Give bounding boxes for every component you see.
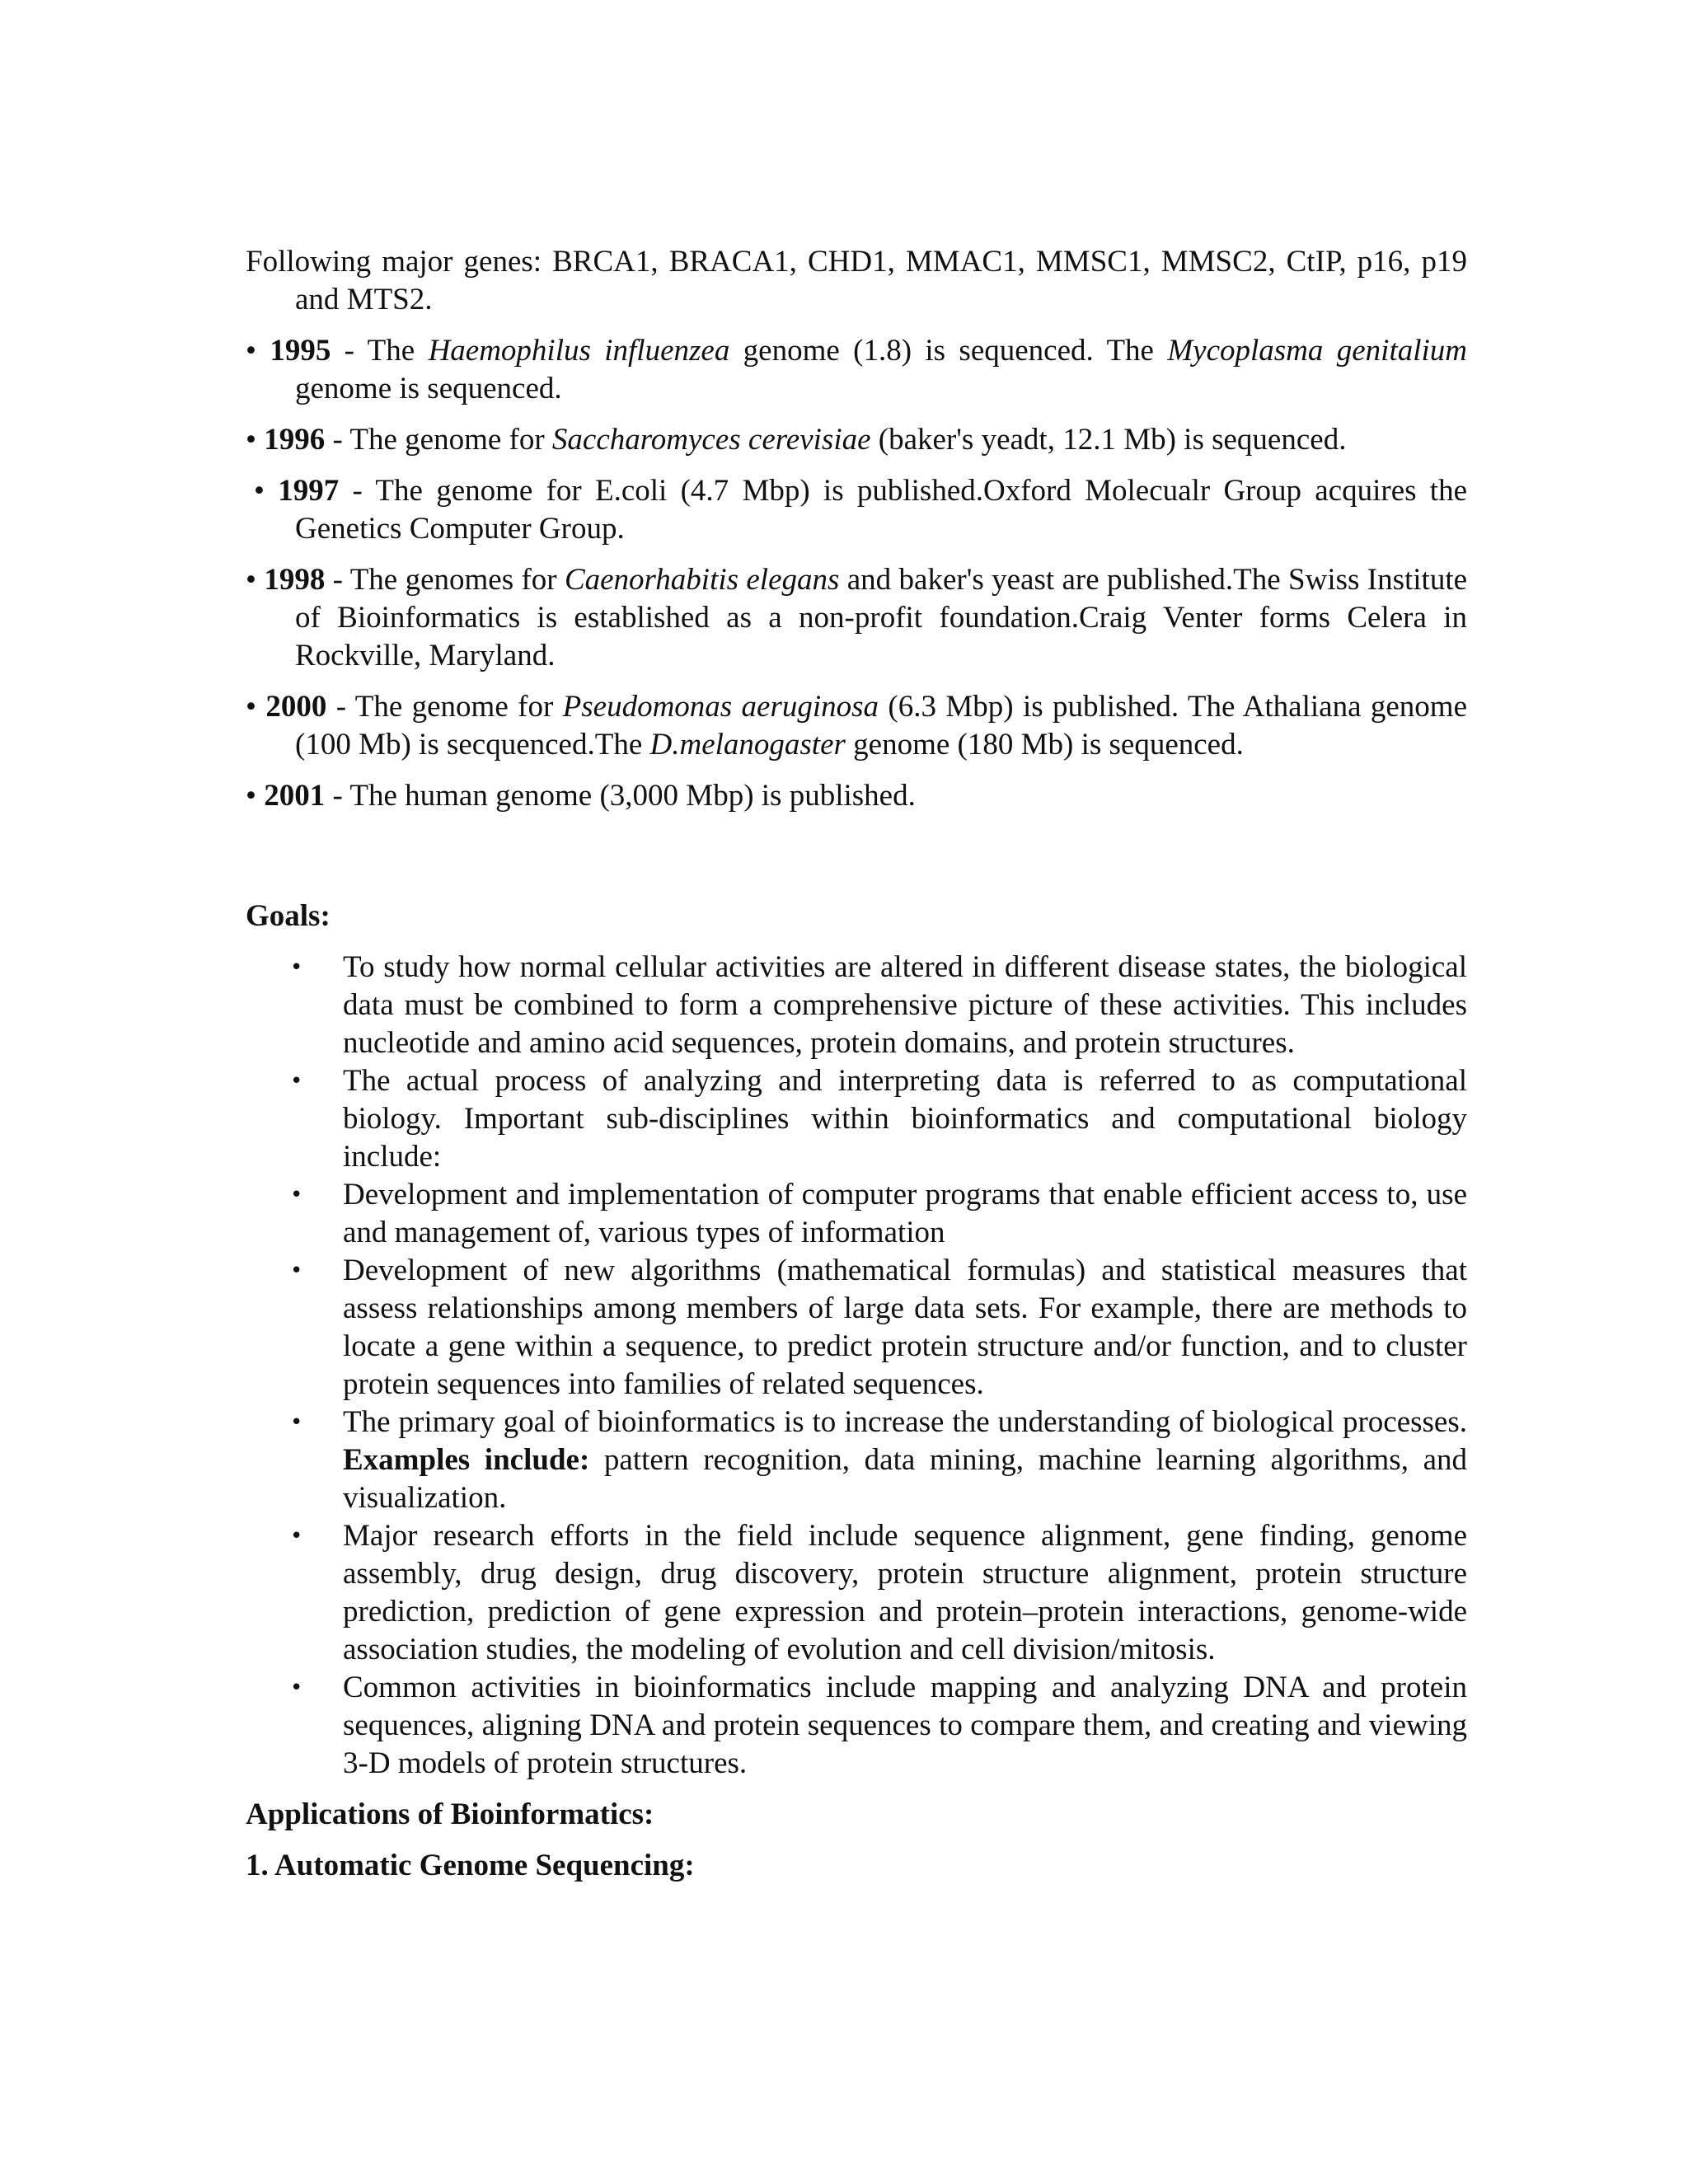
bullet: •	[246, 690, 256, 724]
bullet: •	[290, 1258, 303, 1283]
goal-text: Major research efforts in the field include sequence alignment, gene finding, genome assembly, drug design, drug discovery, protein structure alignment, protein structure prediction, prediction of gene expression and protein–protein interactions, genome-wide association studies, the modeling of evolution and cell division/mitosis.	[343, 1519, 1467, 1666]
goal-text: To study how normal cellular activities are altered in different disease states, the biological data must be combined to form a comprehensive picture of these activities. This includes nucleotide and amino acid sequences, protein domains, and protein structures.	[343, 950, 1467, 1060]
bullet: •	[254, 474, 265, 508]
goals-list-item	[246, 949, 1467, 1062]
bullet: •	[290, 1410, 303, 1435]
timeline-text: - The human genome (3,000 Mbp) is published.	[325, 779, 916, 813]
species-name: Haemophilus influenzea	[428, 334, 730, 368]
goals-list-item	[246, 1062, 1467, 1176]
goals-list-item	[246, 1252, 1467, 1404]
timeline-text: - The genome for E.coli (4.7 Mbp) is published.Oxford Molecualr Group acquires the Genetics Computer Group.	[295, 474, 1467, 546]
goal-text: The primary goal of bioinformatics is to increase the understanding of biological processes.	[343, 1405, 1467, 1439]
timeline-text: - The	[331, 334, 429, 368]
timeline-text: genome is sequenced.	[295, 372, 562, 405]
timeline-year: 1996	[264, 423, 326, 457]
goal-emphasis: Examples include:	[343, 1443, 590, 1477]
timeline-item-1996	[246, 421, 1467, 459]
timeline-text: genome (180 Mb) is sequenced.	[845, 728, 1244, 762]
document-page	[246, 243, 1467, 1885]
timeline-text: - The genome for	[326, 690, 563, 724]
bullet: •	[246, 423, 256, 457]
goals-list-item	[246, 1404, 1467, 1517]
timeline-text: and baker's yeast are published.The Swiss Institute of Bioinformatics is established as a non-profit foundation.Craig Venter forms Celera in Rockville, Maryland.	[295, 563, 1468, 673]
applications-heading: Applications of Bioinformatics:	[246, 1797, 654, 1831]
timeline-item-2000	[246, 688, 1467, 764]
goal-text: Development and implementation of computer programs that enable efficient access to, use and management of, various types of information	[343, 1178, 1467, 1249]
timeline-year: 1997	[278, 474, 340, 508]
species-name: D.melanogaster	[649, 728, 846, 762]
timeline-year: 2000	[265, 690, 327, 724]
timeline-text: - The genome for	[325, 423, 552, 457]
bullet: •	[290, 1675, 303, 1700]
timeline-year: 2001	[264, 779, 326, 813]
goal-text: Common activities in bioinformatics include mapping and analyzing DNA and protein sequences, aligning DNA and protein sequences to compare them, and creating and viewing 3-D models of protein structures.	[343, 1671, 1467, 1780]
timeline-text: (baker's yeadt, 12.1 Mb) is sequenced.	[870, 423, 1347, 457]
bullet: •	[246, 563, 256, 597]
timeline-text: genome (1.8) is sequenced. The	[729, 334, 1168, 368]
timeline-item-1997	[246, 472, 1467, 548]
goals-list-item	[246, 1517, 1467, 1669]
timeline-text: - The genomes for	[325, 563, 565, 597]
timeline-text: (6.3 Mbp) is published. The Athaliana genome (100 Mb) is secquenced.The	[295, 690, 1468, 762]
goal-text: Development of new algorithms (mathematical formulas) and statistical measures that assess relationships among members of large data sets. For example, there are methods to locate a gene within a sequence, to predict protein structure and/or function, and to cluster protein sequences into families of related sequences.	[343, 1254, 1467, 1401]
bullet: •	[290, 955, 303, 980]
goals-list-item	[246, 1669, 1467, 1783]
species-name: Pseudomonas aeruginosa	[562, 690, 879, 724]
bullet: •	[290, 1069, 303, 1094]
species-name: Caenorhabitis elegans	[564, 563, 840, 597]
goal-text: The actual process of analyzing and interpreting data is referred to as computational biology. Important sub-disciplines within bioinformatics and computational biology include:	[343, 1064, 1467, 1174]
bullet: •	[290, 1524, 303, 1549]
species-name: Saccharomyces cerevisiae	[551, 423, 871, 457]
goal-text: pattern recognition, data mining, machine learning algorithms, and visualization.	[343, 1443, 1468, 1515]
bullet: •	[290, 1183, 303, 1207]
species-name: Mycoplasma genitalium	[1167, 334, 1468, 368]
timeline-year: 1998	[264, 563, 326, 597]
timeline-list	[246, 332, 1467, 815]
timeline-item-1995	[246, 332, 1467, 408]
goals-list-item	[246, 1176, 1467, 1252]
timeline-year: 1995	[270, 334, 331, 368]
timeline-item-1998	[246, 561, 1467, 675]
goals-list	[246, 949, 1467, 1783]
goals-heading: Goals:	[246, 899, 331, 933]
genome-sequencing-heading: 1. Automatic Genome Sequencing:	[246, 1849, 695, 1882]
bullet: •	[246, 334, 256, 368]
bullet: •	[246, 779, 256, 813]
timeline-item-2001	[246, 777, 1467, 815]
intro-paragraph: Following major genes: BRCA1, BRACA1, CHD1, MMAC1, MMSC1, MMSC2, CtIP, p16, p19 and MTS2.	[246, 245, 1467, 316]
